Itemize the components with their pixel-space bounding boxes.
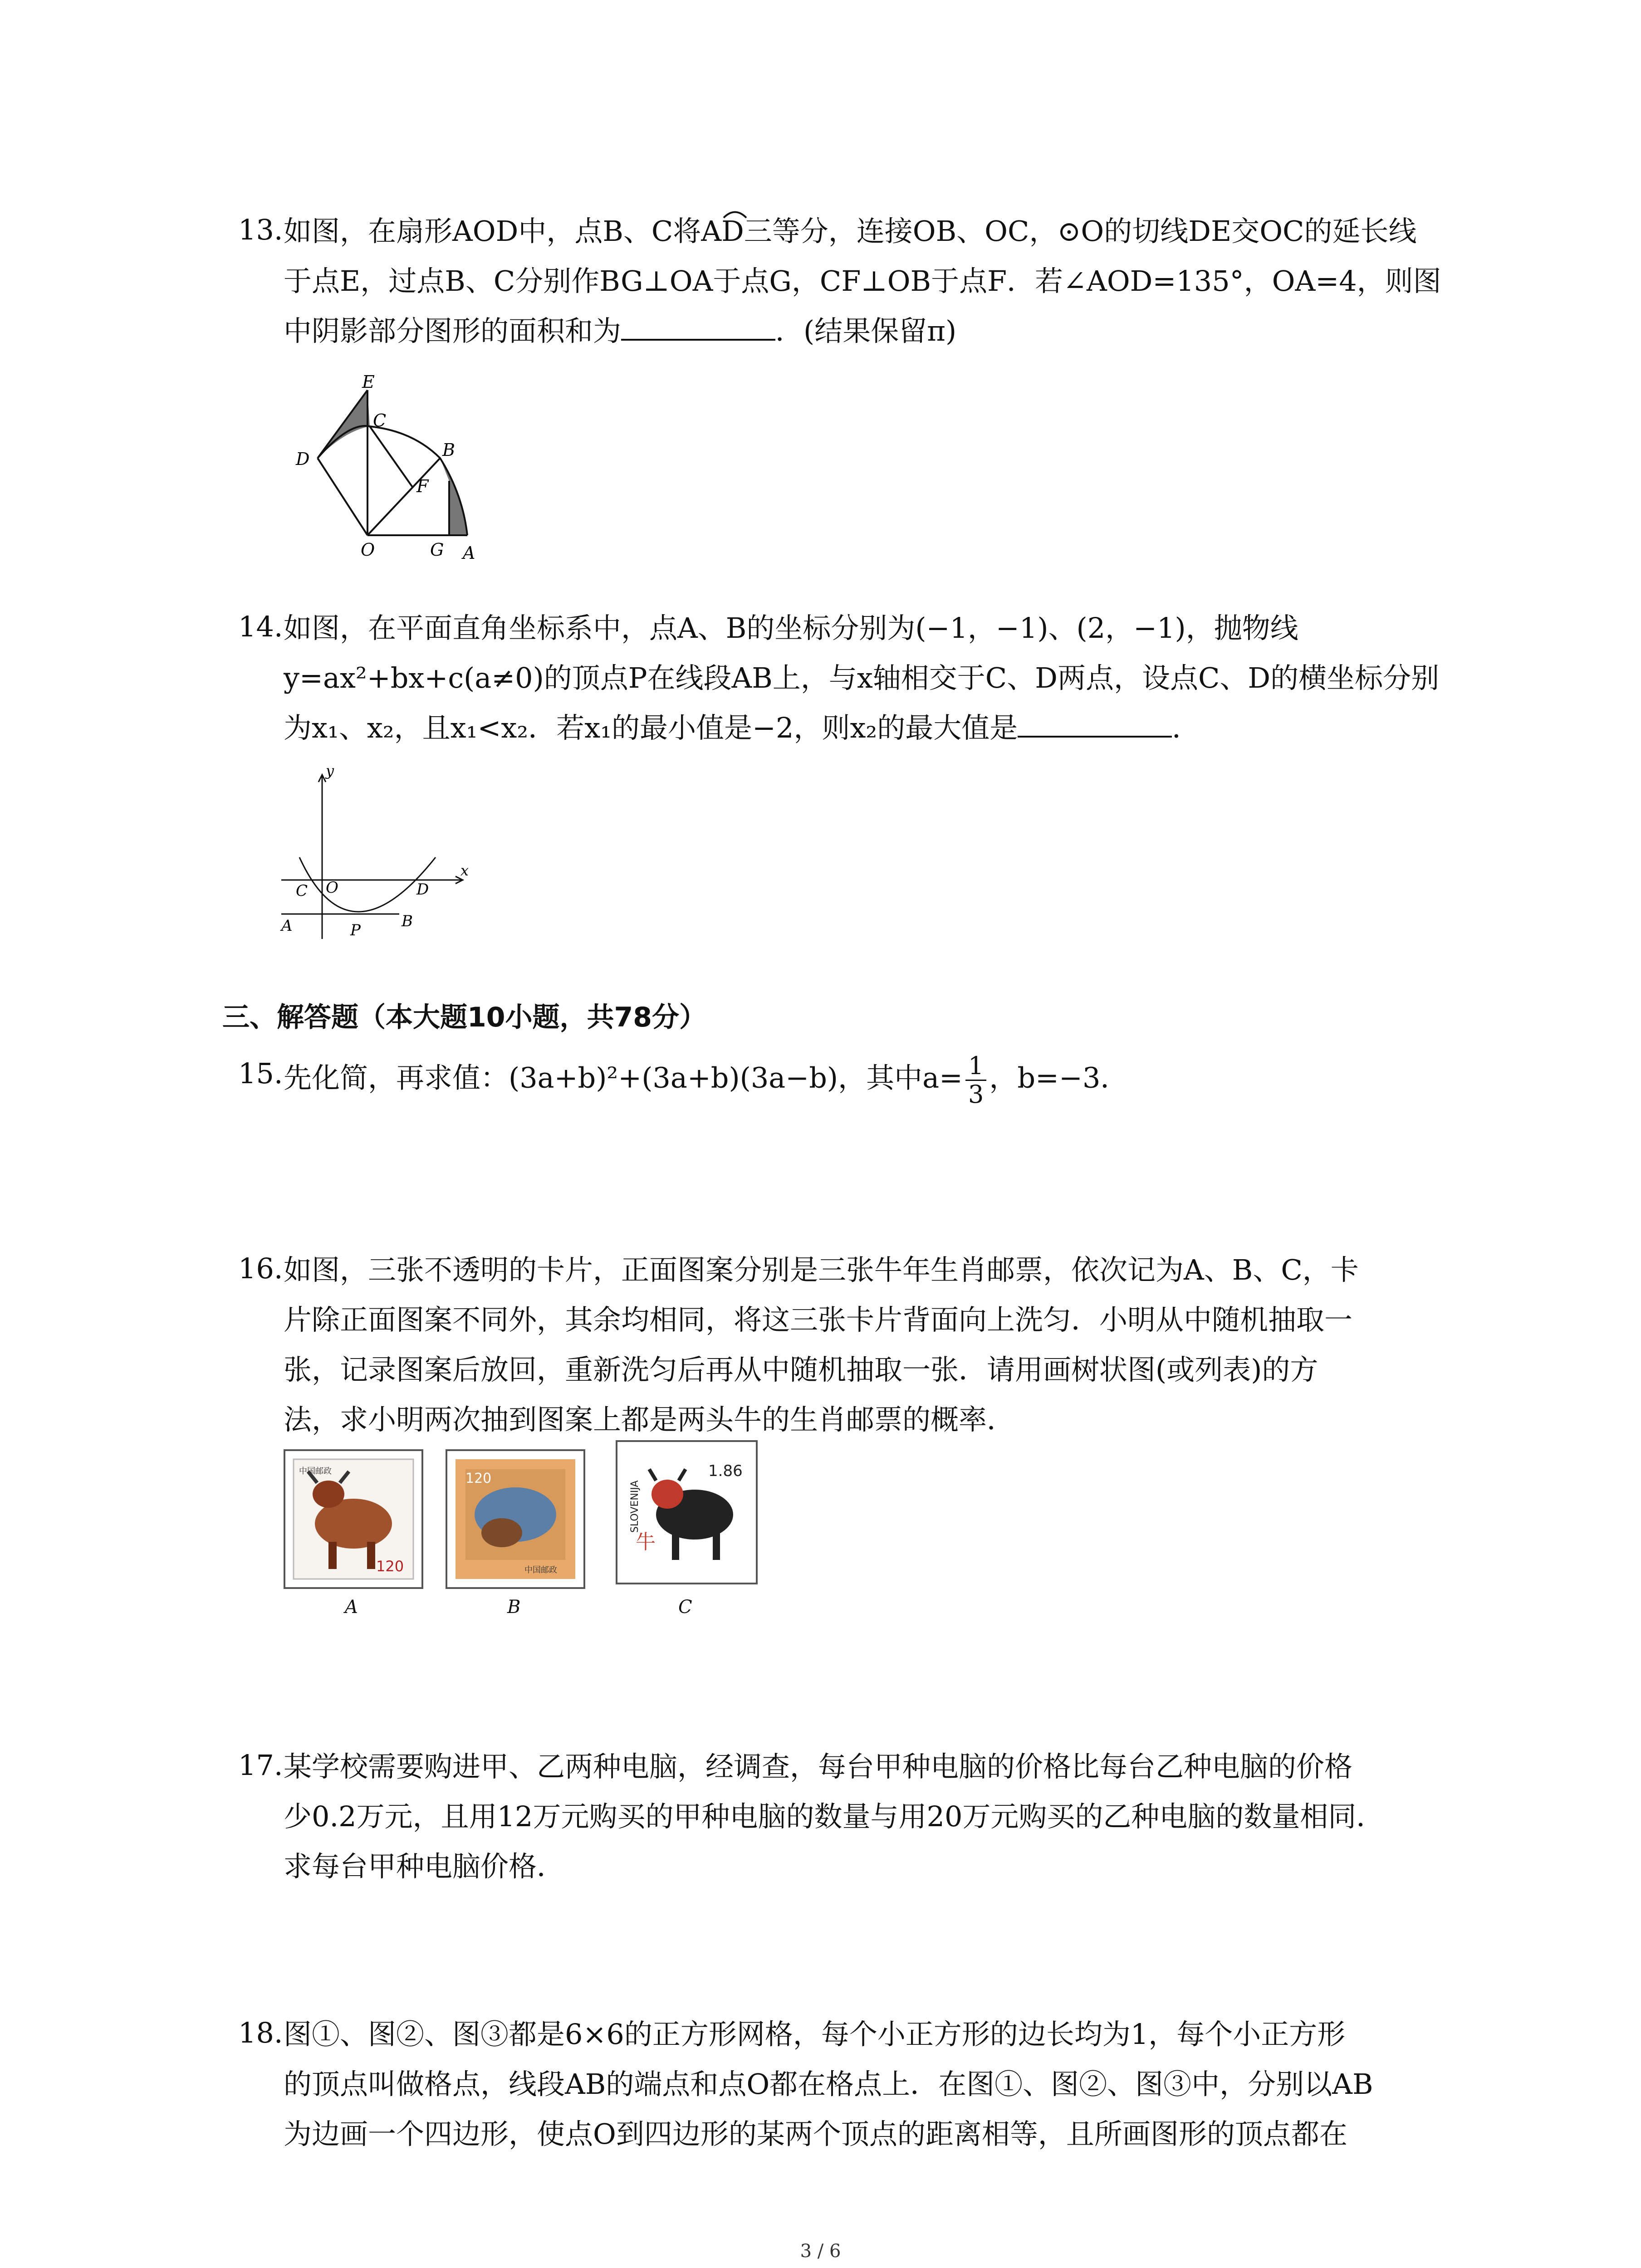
question-text: 先化简，再求值：(3a+b)²+(3a+b)(3a−b)，其中a= [284, 1061, 963, 1095]
label-a: A [463, 543, 475, 562]
question-text-line: 如图，三张不透明的卡片，正面图案分别是三张牛年生肖邮票，依次记为A、B、C，卡 [284, 1253, 1359, 1286]
question-text-line: 片除正面图案不同外，其余均相同，将这三张卡片背面向上洗匀．小明从中随机抽取一 [284, 1303, 1353, 1336]
label-o: O [326, 879, 338, 897]
question-text-line: 某学校需要购进甲、乙两种电脑，经调查，每台甲种电脑的价格比每台乙种电脑的价格 [284, 1750, 1353, 1783]
question-text-line [284, 710, 1200, 746]
question-text-line [284, 1052, 1128, 1108]
stamp-text: 中国邮政 [524, 1565, 557, 1575]
label-d: D [416, 880, 429, 899]
question-text: ．(结果保留π) [775, 314, 957, 347]
question-number: 17. [238, 1749, 283, 1782]
label-d: D [296, 449, 310, 469]
stamp-value: 1.86 [708, 1462, 743, 1480]
page-number: 3 / 6 [800, 2241, 841, 2262]
question-number: 18. [238, 2016, 283, 2049]
question-text-line: 于点E，过点B、C分别作BG⊥OA于点G，CF⊥OB于点F．若∠AOD=135°，OA=4，则图 [284, 264, 1441, 298]
question-number: 15. [238, 1057, 283, 1090]
stamp-card-a [284, 1449, 423, 1589]
question-number: 13. [238, 213, 283, 246]
question-text-line: y=ax²+bx+c(a≠0)的顶点P在线段AB上，与x轴相交于C、D两点，设点C、D的横坐标分别 [284, 661, 1440, 694]
fraction-denominator: 3 [968, 1080, 984, 1109]
sector-figure [277, 372, 504, 562]
question-text-line [284, 313, 956, 349]
label-a: A [281, 917, 293, 935]
stamp-text: SLOVENIJA [629, 1480, 641, 1533]
question-text-line: 如图，在扇形AOD中，点B、C将AD三等分，连接OB、OC，⊙O的切线DE交OC的延长线 [284, 215, 1417, 248]
label-o: O [361, 540, 375, 560]
stamp-label-a: A [345, 1597, 358, 1618]
stamp-value: 120 [376, 1558, 404, 1575]
label-c: C [296, 882, 308, 900]
label-y: y [326, 767, 334, 779]
question-text-line: 张，记录图案后放回，重新洗匀后再从中随机抽取一张．请用画树状图(或列表)的方 [284, 1353, 1318, 1386]
question-text-line: 少0.2万元，且用12万元购买的甲种电脑的数量与用20万元购买的乙种电脑的数量相同． [284, 1800, 1385, 1833]
answer-blank [621, 313, 775, 341]
label-c: C [373, 411, 387, 430]
stamp-card-c [616, 1440, 758, 1584]
stamp-label-c: C [678, 1597, 692, 1618]
fraction [965, 1052, 986, 1108]
question-text-line: 如图，在平面直角坐标系中，点A、B的坐标分别为(−1，−1)、(2，−1)，抛物线 [284, 611, 1298, 645]
label-f: F [416, 476, 429, 496]
question-text: ，b=−3． [989, 1061, 1129, 1095]
stamp-value: 120 [465, 1471, 492, 1486]
question-number: 16. [238, 1252, 283, 1285]
label-b: B [402, 912, 413, 930]
question-text-line: 的顶点叫做格点，线段AB的端点和点O都在格点上．在图①、图②、图③中，分别以AB [284, 2068, 1373, 2101]
stamp-text: 中国邮政 [299, 1466, 332, 1476]
question-number: 14. [238, 610, 283, 643]
stamp-card-b [446, 1449, 585, 1589]
fraction-numerator: 1 [965, 1052, 986, 1081]
question-text: ． [1172, 711, 1200, 744]
stamp-label-b: B [507, 1597, 521, 1618]
arc-mark [721, 206, 749, 220]
parabola-figure [272, 767, 481, 943]
question-text-line: 为边画一个四边形，使点O到四边形的某两个顶点的距离相等，且所画图形的顶点都在 [284, 2117, 1347, 2151]
question-text-line: 求每台甲种电脑价格． [284, 1850, 565, 1883]
question-text: 中阴影部分图形的面积和为 [284, 314, 622, 347]
label-p: P [350, 921, 361, 939]
stamp-char: 牛 [636, 1530, 656, 1554]
label-e: E [362, 372, 375, 392]
label-b: B [442, 440, 455, 460]
question-text-line: 法，求小明两次抽到图案上都是两头牛的生肖邮票的概率． [284, 1403, 1015, 1436]
section-heading: 三、解答题（本大题10小题，共78分） [222, 1002, 706, 1033]
answer-blank [1018, 710, 1172, 738]
label-x: x [460, 862, 469, 879]
label-g: G [430, 540, 444, 560]
question-text-line: 图①、图②、图③都是6×6的正方形网格，每个小正方形的边长均为1，每个小正方形 [284, 2018, 1346, 2051]
question-text: 为x₁、x₂，且x₁<x₂．若x₁的最小值是−2，则x₂的最大值是 [284, 711, 1018, 744]
